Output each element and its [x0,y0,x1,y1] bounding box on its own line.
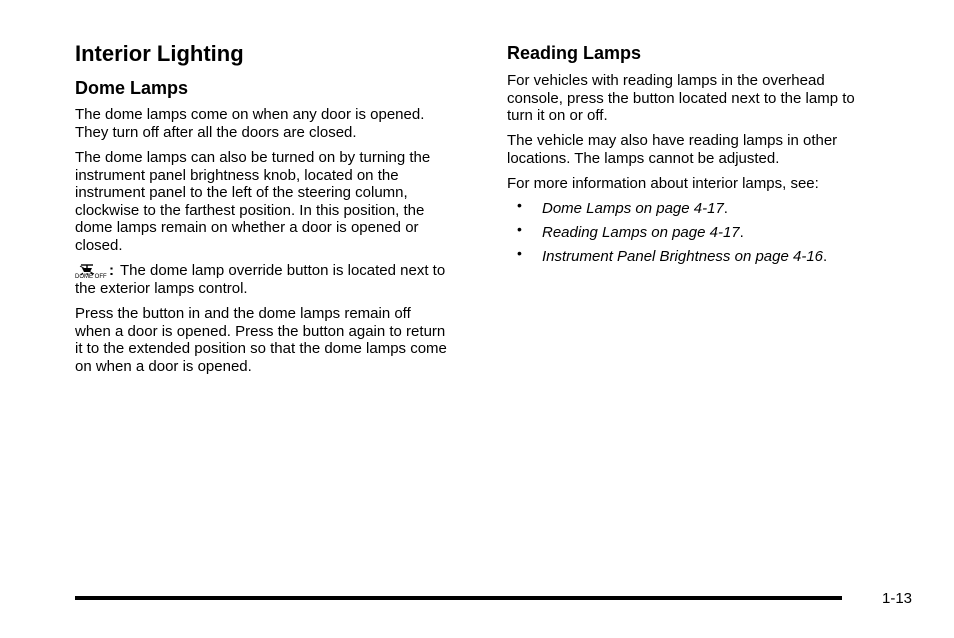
link-reading-lamps[interactable]: Reading Lamps on page 4-17 [542,224,740,241]
link-dome-lamps[interactable]: Dome Lamps on page 4-17 [542,200,724,217]
reference-list [507,197,828,272]
text-line: locations. The lamps cannot be adjusted. [507,149,780,167]
bullet: • [517,197,522,213]
list-item [507,245,828,272]
link-suffix: . [823,248,828,265]
page-number: 1-13 [882,590,913,607]
dome-para-1 [75,106,424,141]
bullet: • [517,221,522,237]
footer-rule [75,596,842,600]
text-line: The dome lamp override button is located next to [120,262,446,279]
text-line: turn it on or off. [507,107,608,125]
text-line: For vehicles with reading lamps in the overhead [507,72,825,89]
text-line: The dome lamps can also be turned on by turning the [75,149,431,166]
list-item [507,197,827,224]
link-suffix: . [723,200,728,217]
dome-off-label: DOME OFF [75,273,107,280]
dome-off-icon [75,264,105,280]
icon-separator: : [109,262,114,279]
dome-para-2 [75,149,430,255]
text-line: console, press the button located next to the lamp to [507,89,855,107]
text-line: instrument panel to the left of the steering column, [75,184,408,202]
text-line: on when a door is opened. [75,357,252,375]
dome-para-4 [75,305,447,375]
text-line: when a door is opened. Press the button again to return [75,322,446,340]
reading-para-2 [507,132,837,167]
link-suffix: . [739,224,744,241]
text-line: They turn off after all the doors are closed. [75,123,357,141]
reading-para-3: For more information about interior lamps, see: [507,175,819,192]
dome-para-3 [75,262,445,297]
text-line: closed. [75,236,123,254]
page-title: Interior Lighting [75,41,244,66]
reading-lamps-heading: Reading Lamps [507,43,642,63]
link-instrument-panel-brightness[interactable]: Instrument Panel Brightness on page 4-16 [542,248,824,265]
bullet: • [517,245,522,261]
dome-lamps-heading: Dome Lamps [75,78,189,98]
text-line: The dome lamps come on when any door is opened. [75,106,425,123]
text-line: dome lamps remain on whether a door is opened or [75,219,419,237]
text-line: clockwise to the farthest position. In this position, the [75,201,425,219]
text-line: The vehicle may also have reading lamps in other [507,132,838,149]
text-line: instrument panel brightness knob, located on the [75,166,399,184]
list-item [507,221,827,248]
text-line: it to the extended position so that the dome lamps come [75,340,447,358]
reading-para-1 [507,72,855,125]
text-line: the exterior lamps control. [75,279,248,297]
text-line: Press the button in and the dome lamps remain off [75,305,411,322]
